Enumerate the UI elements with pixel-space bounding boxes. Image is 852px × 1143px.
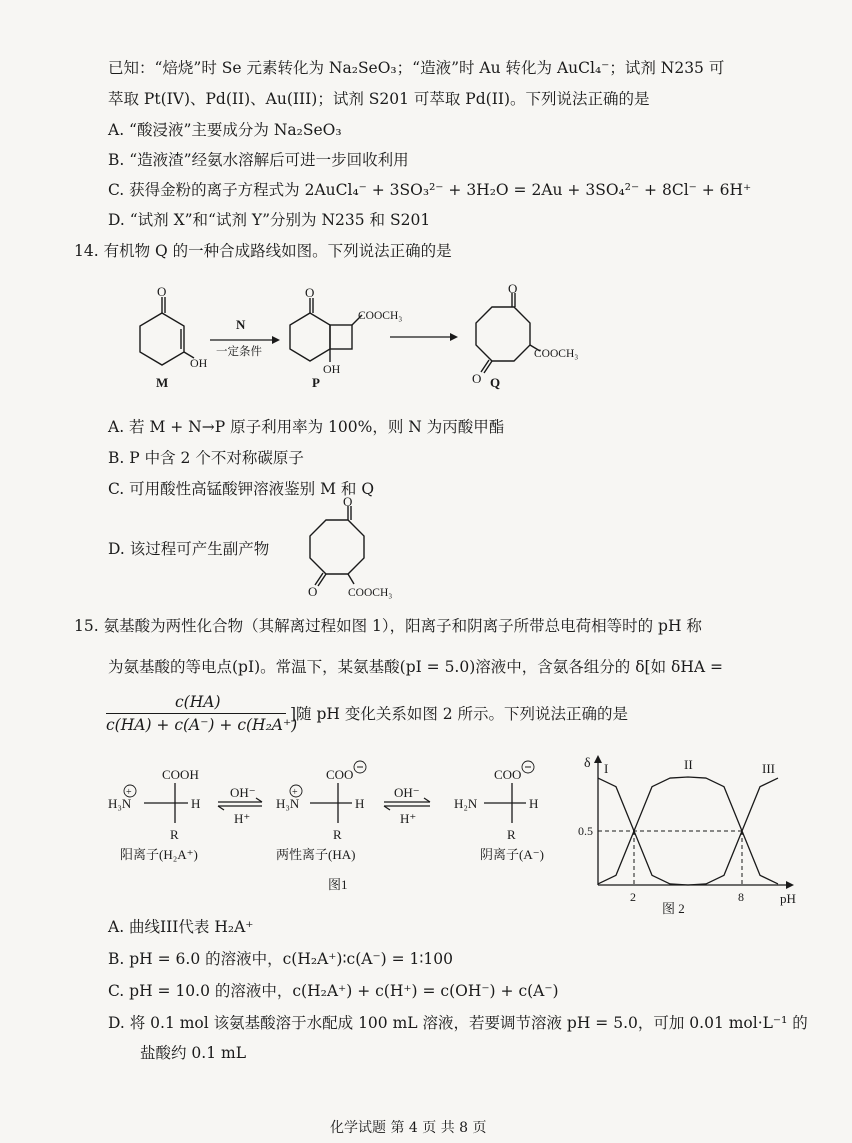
arrow-1-h: H⁺ (234, 811, 251, 826)
zwitter-r: R (333, 827, 342, 842)
curve-I (598, 778, 688, 885)
q14-option-c: C. 可用酸性高锰酸钾溶液鉴别 M 和 Q (108, 480, 375, 498)
q15-option-d: D. 将 0.1 mol 该氨基酸溶于水配成 100 mL 溶液，若要调节溶液 pH = 5.0，可加 0.01 mol·L⁻¹ 的 (108, 1014, 808, 1032)
byproduct-o-bottom: O (308, 584, 318, 599)
cation-cooh: COOH (162, 767, 199, 782)
molecule-m (140, 297, 194, 365)
arrow-2-h: H⁺ (400, 811, 417, 826)
cation-h: H (191, 796, 201, 811)
y-axis-arrow (594, 755, 602, 763)
curve-label-II: II (684, 757, 693, 772)
anion-h2n: H₂N (454, 796, 478, 811)
q13-option-d: D. “试剂 X”和“试剂 Y”分别为 N235 和 S201 (108, 211, 431, 229)
x-tick-8: 8 (738, 890, 744, 904)
y-axis-label: δ (584, 756, 591, 771)
zwitter-coo: COO (326, 767, 354, 782)
q-ester-label: COOCH₃ (534, 348, 579, 360)
label-m: M (156, 375, 169, 390)
svg-text:+: + (292, 787, 298, 798)
y-tick-0.5: 0.5 (578, 824, 593, 838)
q14-scheme (130, 281, 730, 395)
q14-byproduct (300, 494, 430, 600)
m-carbonyl-o: O (157, 284, 167, 299)
q13-option-c: C. 获得金粉的离子方程式为 2AuCl₄⁻ + 3SO₃²⁻ + 3H₂O = 2Au + 3SO₄²⁻ + 8Cl⁻ + 6H⁺ (108, 181, 752, 199)
byproduct-ester-label: COOCH₃ (348, 587, 393, 599)
curve-II (598, 777, 778, 884)
q-carbonyl-o-bottom: O (472, 371, 482, 386)
label-p: P (312, 375, 320, 390)
q15-option-c: C. pH = 10.0 的溶液中，c(H₂A⁺) + c(H⁺) = c(OH⁻) + c(A⁻) (108, 982, 559, 1000)
q14-option-d: D. 该过程可产生副产物 (108, 540, 270, 558)
q13-option-a: A. “酸浸液”主要成分为 Na₂SeO₃ (108, 121, 342, 139)
anion-coo: COO (494, 767, 522, 782)
q15-option-b: B. pH = 6.0 的溶液中，c(H₂A⁺)∶c(A⁻) = 1∶100 (108, 950, 453, 968)
q-carbonyl-o-top: O (508, 281, 518, 296)
p-oh-label: OH (323, 362, 341, 376)
x-axis-label: pH (780, 891, 796, 906)
figure-2-chart (580, 755, 800, 915)
byproduct-o-top: O (343, 494, 353, 509)
zwitter-label: 两性离子(HA) (276, 847, 356, 862)
figure-1-caption: 图1 (328, 877, 348, 892)
x-tick-2: 2 (630, 890, 636, 904)
zwitter-h3n: H₃N (276, 796, 300, 811)
anion-r: R (507, 827, 516, 842)
svg-text:+: + (126, 787, 132, 798)
q14-stem: 14. 有机物 Q 的一种合成路线如图。下列说法正确的是 (74, 242, 452, 260)
q14-option-b: B. P 中含 2 个不对称碳原子 (108, 449, 304, 467)
q15-line-3-tail: ]随 pH 变化关系如图 2 所示。下列说法正确的是 (290, 705, 629, 723)
figure-2-caption: 图 2 (662, 901, 685, 916)
anion-label: 阴离子(A⁻) (480, 847, 544, 862)
arrow-2-head (450, 333, 458, 341)
p-ester-label: COOCH₃ (358, 310, 403, 322)
q15-fraction-numerator: c(HA) (175, 693, 221, 711)
p-carbonyl-o: O (305, 285, 315, 300)
reagent-n: N (236, 317, 246, 332)
cation-h3n: H₃N (108, 796, 132, 811)
m-oh-label: OH (190, 356, 208, 370)
arrow-1-oh: OH⁻ (230, 785, 256, 800)
molecule-p (290, 298, 362, 362)
arrow-2-oh: OH⁻ (394, 785, 420, 800)
q13-option-b: B. “造液渣”经氨水溶解后可进一步回收利用 (108, 151, 409, 169)
known-line-2: 萃取 Pt(IV)、Pd(II)、Au(III)；试剂 S201 可萃取 Pd(II)。下列说法正确的是 (108, 90, 650, 108)
cation-label: 阳离子(H₂A⁺) (120, 847, 198, 862)
known-line-1: 已知：“焙烧”时 Se 元素转化为 Na₂SeO₃；“造液”时 Au 转化为 AuCl₄⁻；试剂 N235 可 (108, 59, 725, 77)
page-footer: 化学试题 第 4 页 共 8 页 (330, 1120, 487, 1136)
anion-h: H (529, 796, 539, 811)
q15-line-1: 15. 氨基酸为两性化合物（其解离过程如图 1），阳离子和阴离子所带总电荷相等时的 pH 称 (74, 617, 702, 635)
q15-fraction-bar (106, 713, 286, 714)
curve-III (688, 778, 778, 885)
reaction-condition: 一定条件 (216, 346, 262, 358)
cation-r: R (170, 827, 179, 842)
zwitter-h: H (355, 796, 365, 811)
q15-line-2: 为氨基酸的等电点(pI)。常温下，某氨基酸(pI = 5.0)溶液中，含氨各组分的 δ[如 δHA = (108, 658, 723, 676)
molecule-q (476, 293, 540, 373)
curve-label-III: III (762, 761, 775, 776)
curve-label-I: I (604, 761, 609, 776)
q15-fraction-denominator: c(HA) + c(A⁻) + c(H₂A⁺) (106, 716, 298, 734)
figure-1 (100, 755, 570, 895)
q14-option-a: A. 若 M + N→P 原子利用率为 100%，则 N 为丙酸甲酯 (108, 418, 505, 436)
x-axis-arrow (786, 881, 794, 889)
arrow-1-head (272, 336, 280, 344)
q15-option-a: A. 曲线III代表 H₂A⁺ (108, 918, 254, 936)
q15-option-d-continued: 盐酸约 0.1 mL (140, 1044, 246, 1062)
label-q: Q (490, 375, 501, 390)
